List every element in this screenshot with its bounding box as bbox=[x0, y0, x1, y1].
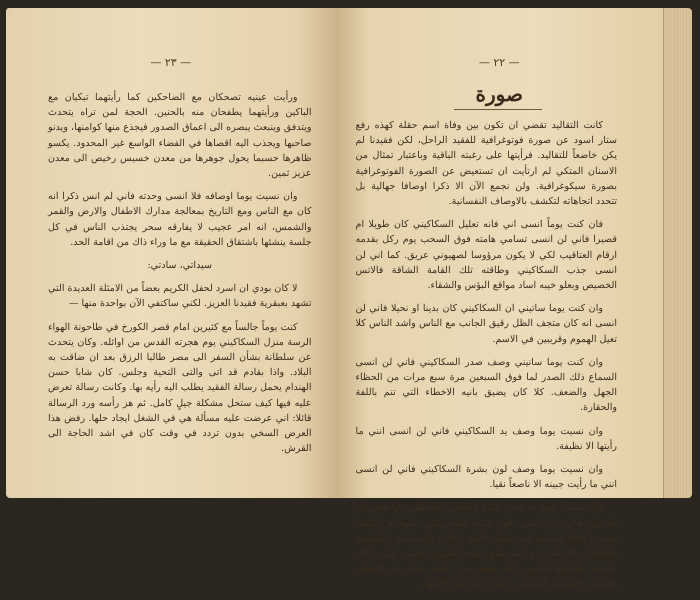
paragraph: ورأيت عينيه تصحكان مع الضاحكين كما رأيتهما تبكيان مع الباكين ورأيتهما يطفحان منه بالحنين. الحجة لمن تراه يتحدث ويتدفق وينبعث يبصره الى اعماق الصدور فيجذع منها كوامنها، ويدنو صاحبها ويجذب اليه اقصاها في الفضاء الواسع غير المحدود. يكسو ظاهرها حسبما يحول جوهرها من معدن خسيس رخيص الى معدن عزيز ثمين. bbox=[48, 92, 312, 180]
paragraph: وان نسيت يوما اوصافه فلا انسى وحدته فاني لم انس ذكرا انه كان مع الناس ومع التاريخ بمعالجة مدارك الاطفال والارض والقمر والشمس، انه امر عجيب لا يفارقه سحر يجتذب الناس في كل جلسة ينشئها باشتقاق الحقيقة مع ما وراء ذاك من اقامة الحد. bbox=[48, 191, 312, 248]
chapter-title: صورة bbox=[475, 82, 523, 106]
page-edges bbox=[663, 8, 692, 498]
paragraph: فان كنت يوماً انسى اني فانه تعليل السكاكيني كان طويلا ام قصيرا فاني لن انسى تسامي هامته فوق السحب يوم ركل بقدمه ارقام العتاقيب لكي لا يكون مرؤوسا لصهيوني عريق. كما اني لن انسى جذب السكاكيني وطاقته تلك القامة الشاقة فالاتس الخصيص وبعلو خيبه اساد مواقع البؤس والشقاء. bbox=[355, 219, 618, 292]
page-number: — ٢٢ — bbox=[478, 56, 520, 69]
address-line: سيداتي، سادتي: bbox=[147, 260, 213, 272]
right-page bbox=[336, 8, 664, 590]
paragraph: لا كان بودي ان اسرد لحفل الكريم بعضاً من الامثلة العديدة التي تشهد بعبقرية فقيدنا العزيز. لكني ساكتفي الآن بواحدة منها — bbox=[48, 283, 312, 310]
left-page bbox=[6, 8, 336, 498]
paragraph: وان نسيت يوما ما كانت عيناه واسعتين جاحظتين او صغيرتين خاديتين فاني لن انسى قوة عينيه السحريتين، شهدتيه يكشف بصيرته افاقاً شاسعة في حقول العلم والادب والسياسة والفلسفة والعلاقات الانسانية، ورأيته يلمع عينيه الفوتوغرافيتين على اوكار الخسة فيحرقها فاعور. كما يفيض من عينيه سيلا من العطف والحنان الانسانية الجديدة رحمة ازدت شيئا لالامها. bbox=[355, 502, 618, 590]
body-text bbox=[356, 118, 618, 600]
page-number: — ٢٣ — bbox=[150, 56, 192, 69]
paragraph: وان كنت يوما سانيني وصف صدر السكاكيني فاني لن انسى السماع ذلك الصدر لما فوق السبعين مرة سبع مرات من الحظاء الجهل والضعف. كلا كان يضيق بانيه الاخطاء التي تنم باللفة والحقارة. bbox=[355, 356, 618, 414]
body-text bbox=[48, 90, 312, 464]
paragraph: كانت التقاليد تقضي ان تكون بين وفاة اسم حقلة كهذه رفع ستار اسود عن صورة فوتوغرافية للفقيد الراحل، لكن فقيدنا لم يكن خاضعاً للتقاليد. فرأيتها على رغبته الباقية وباعتبار تمثال من الاسنان المتكي لم ارتأيت ان تستعيض عن الصورة الفوتوغرافية بصورة سيكوغرافية. ولن نجمع الآن الا ذكرا اوصافا جهالية بل تتحدد اتجاهاته لتكشف بالاوصاف النفسانية. bbox=[355, 120, 618, 208]
book-spread bbox=[6, 8, 692, 590]
paragraph: كنت يوماً جالساً مع كثيرين امام قصر الكورخ في طاحونة الهواء الرسة منزل السكاكيني يوم هجرته القدس من اوائله. وكان يتحدث عن سلطانة بشأن السفر الى مصر طالبا الرزق بعد ان ضاقت به البلاد. واذا بقادم قد اتى والتى التحية وجلس. كان شابا حسن الهندام يحمل رسالة الفقيد يطلب اليه رأيه بها. وكانت رسالة تعرض عليه فيها كيف ستحل مشكلة جيلٍ كامل. ثم هز رأسه ورد الرسالة قائلا: اني عرضت عليه مسألة هي في الشغل ايجاد حلها. رفض هذا العرض السخي بدون تردد في وقت كان في اشد الحاجة الى القرش. bbox=[48, 321, 312, 455]
title-divider bbox=[454, 109, 542, 110]
paragraph: وان نسيت يوما وصف لون بشرة السكاكيني فاني لن انسى انني ما رأيت جبينه الا ناصعاً نقيا. bbox=[355, 464, 618, 491]
paragraph: وان نسيت يوما وصف يد السكاكيني فاني لن انسى انني ما رأيتها الا نظيفة. bbox=[355, 425, 618, 452]
paragraph: وان كنت يوما ساتيني ان السكاكيني كان بدينا او نحيلا فاني لن انسى انه كان متجف الظل رقيق الجانب مع الناس واشد الناس كلا تعيل الهموم وقريبين في الاسم. bbox=[355, 303, 618, 345]
